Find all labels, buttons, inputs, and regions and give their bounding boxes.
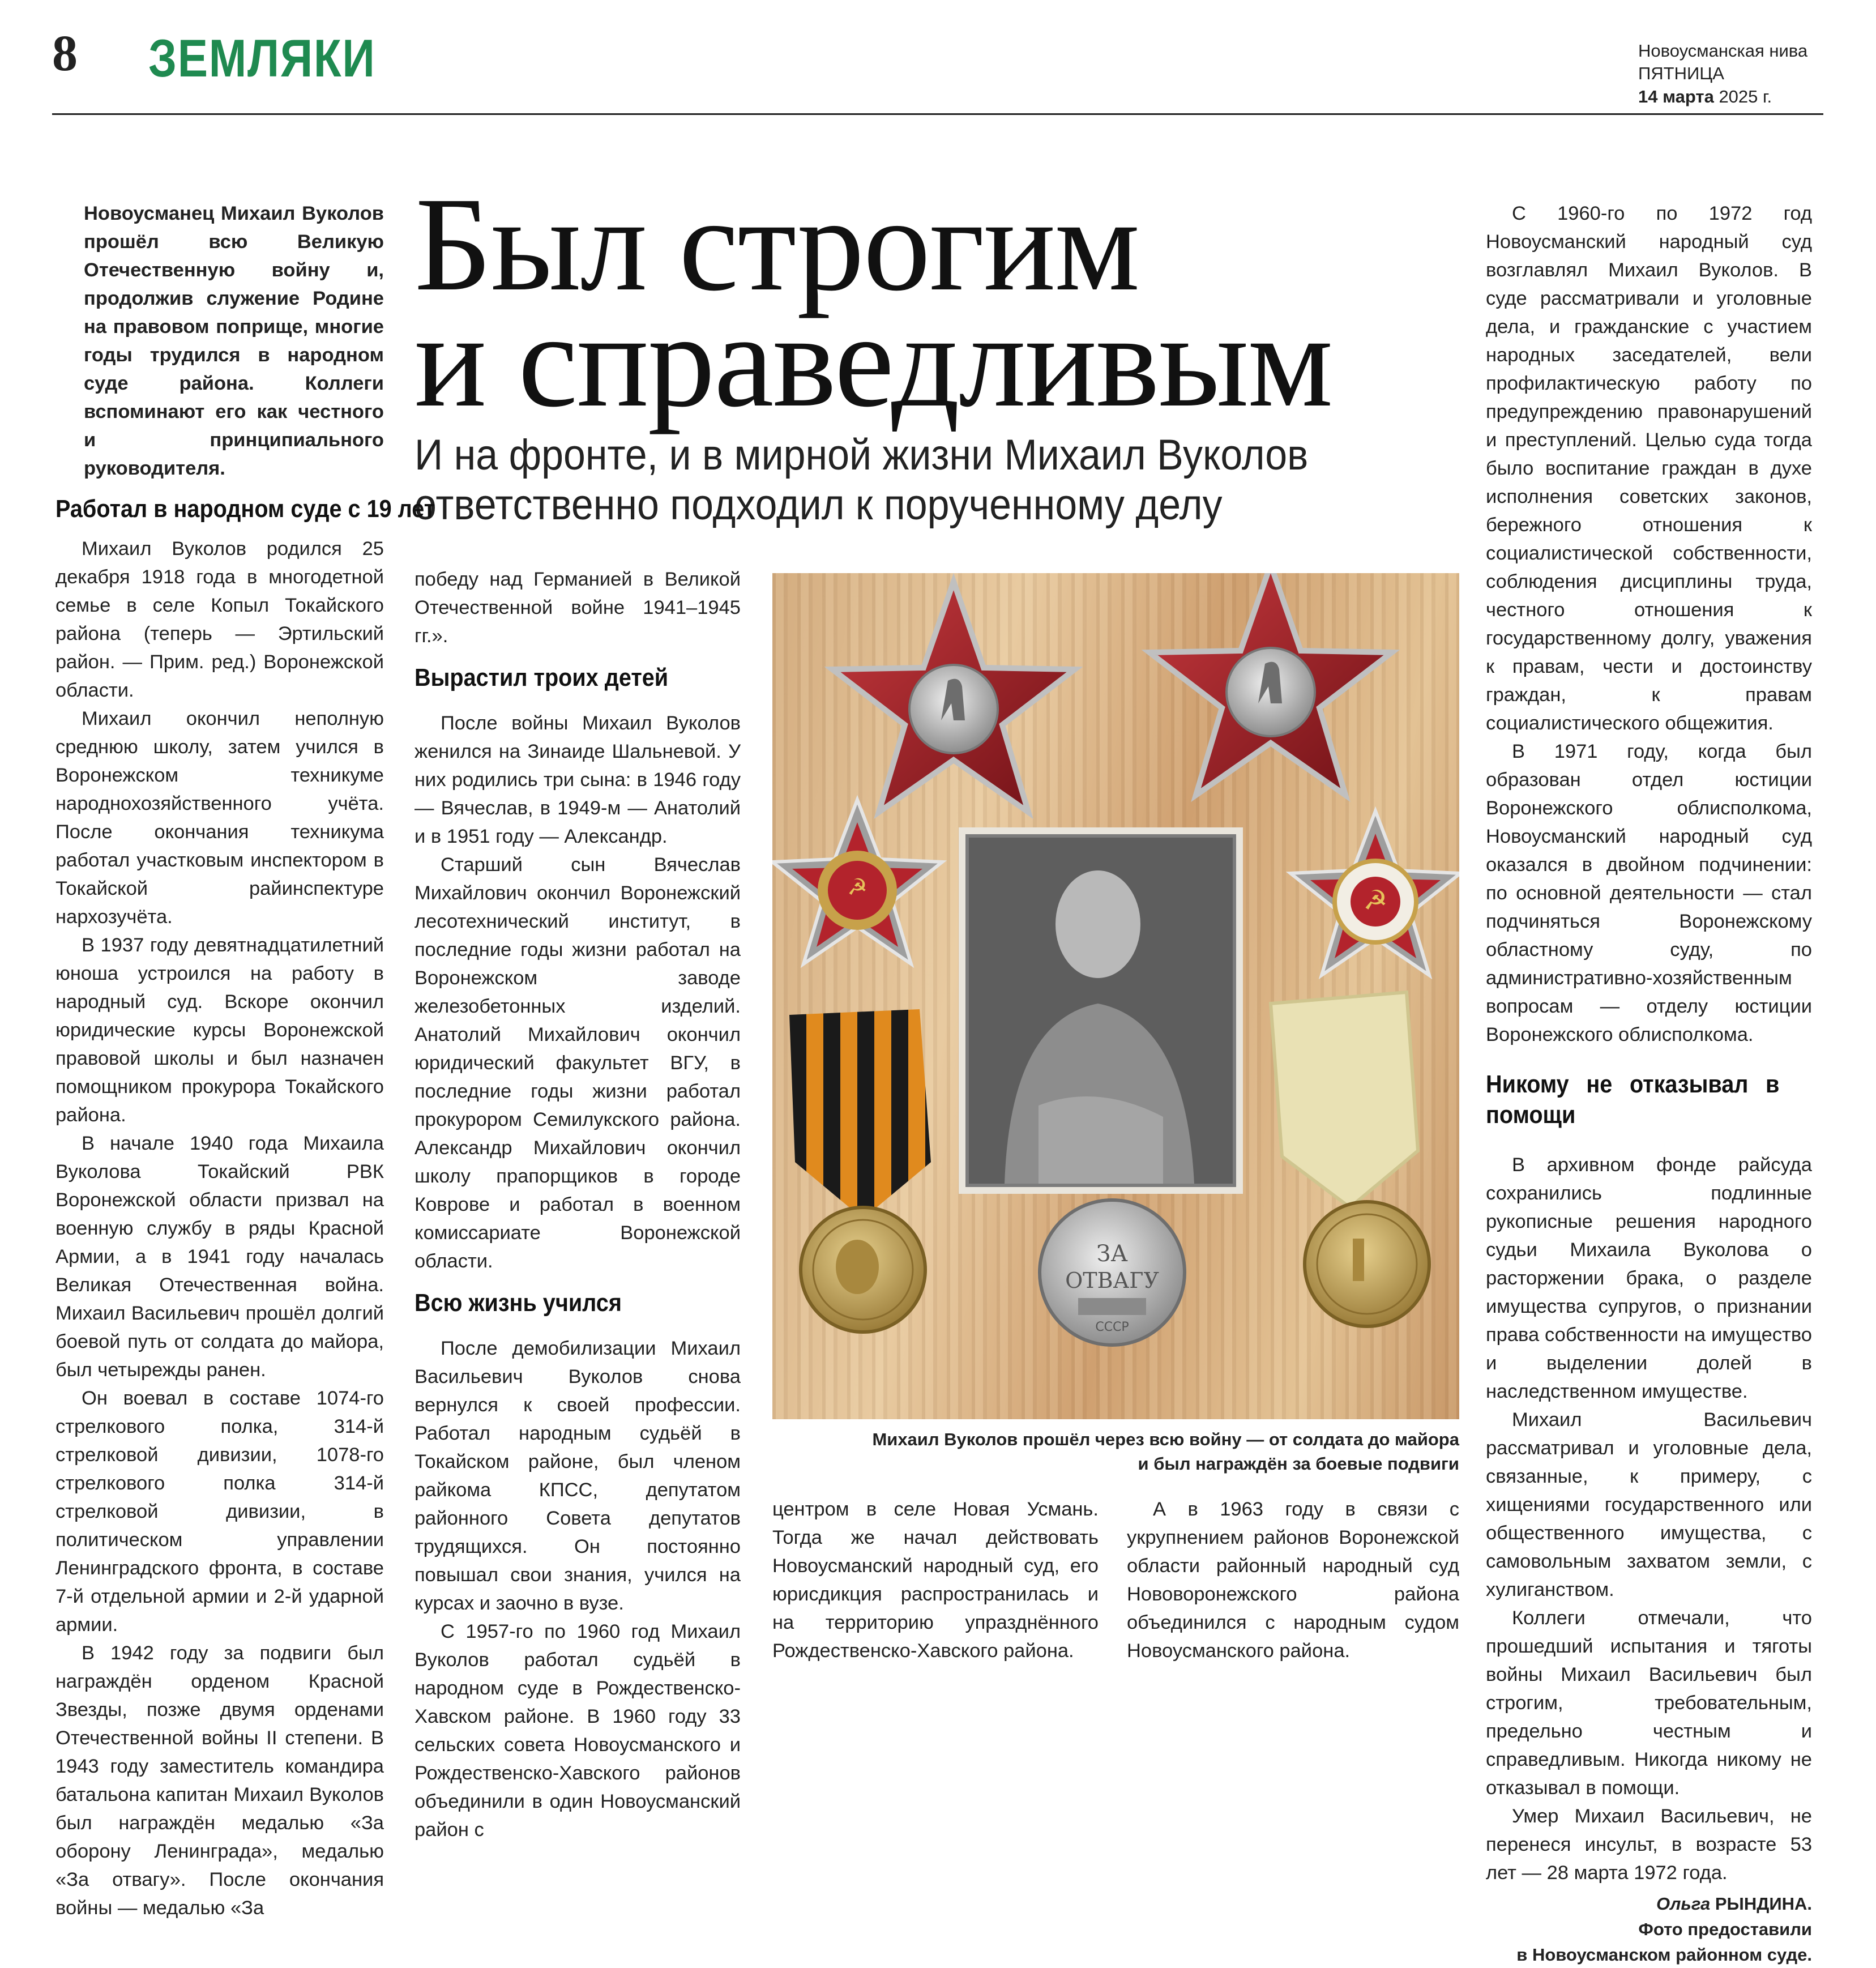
medal-text-otvagu: ОТВАГУ: [1065, 1268, 1159, 1293]
caption-line-1: Михаил Вуколов прошёл через всю войну — от солдата до майора: [872, 1429, 1459, 1449]
col5-paragraph: Михаил Васильевич рассматривал и уголовные дела, связанные, к примеру, с хищениями государственного или общественного имущества, с самовольным захватом земли, с хулиганством.: [1486, 1408, 1812, 1601]
masthead: [1638, 40, 1807, 108]
col1-paragraph: Он воевал в составе 1074-го стрелкового полка, 314-й стрелковой дивизии, 1078-го стрелкового полка 314-й стрелковой дивизии, в политическом управлении Ленинградского фронта, в составе 7-й отдельной армии и 2-й ударной армии.: [55, 1388, 384, 1636]
article-deck: [414, 430, 1308, 530]
medal-text-sssr: СССР: [1095, 1320, 1129, 1334]
column-3: [772, 1495, 1099, 1665]
col2-paragraph: После демобилизации Михаил Васильевич Вуколов снова вернулся к своей профессии. Работал народным судьёй в Токайском районе, был членом райкома КПСС, депутатом районного Совета депутатов трудящихся. Он постоянно повышал свои знания, учился на курсах и заочно в вузе.: [414, 1337, 741, 1614]
patriotic-war-order-1: [772, 800, 942, 964]
issue-date: [1638, 86, 1807, 108]
subhead-never-refused: Никому не отказывал в помощи: [1486, 1070, 1780, 1129]
col5-paragraph: В архивном фонде райсуда сохранились подлинные рукописные решения народного судьи Михаила Вуколова о расторжении брака, о разделе имущества супругов, о признании права собственности на имущество и выделении долей в наследственном имуществе.: [1486, 1154, 1812, 1402]
col2-paragraph: победу над Германией в Великой Отечественной войне 1941–1945 гг.».: [414, 569, 741, 647]
issue-date-year: 2025 г.: [1719, 86, 1772, 106]
col2-paragraph: С 1957-го по 1960 год Михаил Вуколов работал судьёй в народном суде в Рождественско-Хавском районе. В 1960 году 33 сельских совета Новоусманского и Рождественско-Хавского районов объединили в один Новоусманский район с: [414, 1620, 741, 1841]
section-rubric: ЗЕМЛЯКИ: [148, 28, 376, 88]
column-1: [55, 494, 435, 1922]
col4-paragraph: А в 1963 году в связи с укрупнением районов Воронежской области районный народный суд Нововоронежского района объединился с народным судом Новоусманского района.: [1127, 1499, 1459, 1662]
victory-over-germany-medal: [789, 1009, 931, 1332]
col5-paragraph: С 1960-го по 1972 год Новоусманский народный суд возглавлял Михаил Вуколов. В суде рассматривали и уголовные дела, и гражданские с участием народных заседателей, вели профилактическую работу по предупреждению правонарушений и преступлений. Целью суда тогда было воспитание граждан в духе исполнения советских законов, бережного отношения к социалистической собственности, соблюдения дисциплины труда, честного отношения к государственному долгу, уважения к правам, чести и достоинству граждан, к правам социалистического общежития.: [1486, 203, 1812, 735]
column-4: [1127, 1495, 1459, 1665]
photo-credit-2: в Новоусманском районном суде.: [1516, 1945, 1812, 1965]
author-first-name: Ольга: [1656, 1894, 1711, 1914]
col5-paragraph: В 1971 году, когда был образован отдел юстиции Воронежского облисполкома, Новоусманский народный суд оказался в двойном подчинении: по основной деятельности — стал подчиняться Воронежскому областному суду, по административно-хозяйственным вопросам — отделу юстиции Воронежского облисполкома.: [1486, 741, 1812, 1046]
col1-paragraph: В начале 1940 года Михаила Вуколова Токайский РВК Воронежской области призвал на военную службу в ряды Красной Армии, а в 1941 году началась Великая Отечественная война. Михаил Васильевич прошёл долгий боевой путь от солдата до майора, был четырежды ранен.: [55, 1133, 384, 1381]
for-courage-medal: [1040, 1200, 1185, 1345]
author-last-name: РЫНДИНА.: [1715, 1894, 1812, 1914]
medal-text-za: ЗА: [1096, 1241, 1128, 1267]
deck-line-1: И на фронте, и в мирной жизни Михаил Вуколов: [414, 431, 1309, 479]
column-5: [1486, 199, 1812, 1968]
col5-paragraph: Коллеги отмечали, что прошедший испытания и тяготы войны Михаил Васильевич был строгим, требовательным, предельно честным и справедливым. Никогда никому не отказывал в помощи.: [1486, 1607, 1812, 1799]
page-number: 8: [52, 25, 78, 82]
issue-date-day: 14 марта: [1638, 86, 1714, 106]
subhead-lifelong-learning: Всю жизнь учился: [414, 1289, 622, 1317]
subhead-three-children: Вырастил троих детей: [414, 664, 669, 692]
patriotic-war-order-2: [1290, 811, 1459, 975]
photo-credit-1: Фото предоставили: [1638, 1919, 1812, 1940]
weekday: ПЯТНИЦА: [1638, 63, 1724, 84]
col2-paragraph: Старший сын Вячеслав Михайлович окончил Воронежский лесотехнический институт, в последние годы жизни работал на Воронежском заводе железобетонных изделий. Анатолий Михайлович окончил юридический факультет ВГУ, в последние годы жизни работал прокурором Семилукского района. Александр Михайлович окончил школу прапорщиков в городе Коврове и работал в военном комиссариате Воронежской области.: [414, 853, 741, 1273]
col1-paragraph: В 1942 году за подвиги был награждён орденом Красной Звезды, позже двумя орденами Отечественной войны II степени. В 1943 году заместитель командира батальона капитан Михаил Вуколов был награждён медалью «За оборону Ленинграда», медалью «За отвагу». После окончания войны — медалью «За: [55, 1642, 384, 1919]
col1-paragraph: Михаил окончил неполную среднюю школу, затем учился в Воронежском техникуме народнохозяйственного учёта. После окончания техникума работал участковым инспектором в Токайской райинспектуре нархозучёта.: [55, 707, 384, 928]
col2-paragraph: После войны Михаил Вуколов женился на Зинаиде Шальневой. У них родились три сына: в 1946 году — Вячеслав, в 1949-м — Анатолий и в 1951 году — Александр.: [414, 712, 741, 847]
col3-paragraph: центром в селе Новая Усмань. Тогда же начал действовать Новоусманский народный суд, его юрисдикция распространилась и на территорию упразднённого Рождественско-Хавского района.: [772, 1499, 1099, 1662]
col1-paragraph: В 1937 году девятнадцатилетний юноша устроился на работу в народный суд. Вскоре окончил юридические курсы Воронежской правовой школы и был назначен помощником прокурора Токайского района.: [55, 934, 384, 1126]
medals-photo: [772, 573, 1459, 1419]
caption-line-2: и был награждён за боевые подвиги: [1138, 1454, 1459, 1474]
portrait-photograph: [962, 831, 1240, 1190]
header-rule: [52, 113, 1823, 115]
photo-caption: [772, 1427, 1459, 1476]
svg-text:☭: ☭: [1363, 885, 1388, 916]
title-line-2: и справедливым: [414, 285, 1332, 435]
red-star-order-1: [832, 582, 1075, 812]
signature-block: [1486, 1892, 1812, 1968]
column-2: [414, 565, 741, 1844]
article-lead: Новоусманец Михаил Вуколов прошёл всю Великую Отечественную войну и, продолжив служение Родине на правовом поприще, многие годы трудился в народном суде района. Коллеги вспоминают его как честного и принципиального руководителя.: [84, 203, 384, 480]
medals-illustration: [772, 573, 1459, 1419]
article-title: [414, 170, 1332, 435]
red-star-order-2: [1149, 573, 1392, 795]
title-line-1: Был строгим: [414, 170, 1139, 319]
col1-paragraph: Михаил Вуколов родился 25 декабря 1918 года в многодетной семье в селе Копыл Токайского района (теперь — Эртильский район. — Прим. ред.) Воронежской области.: [55, 537, 384, 701]
col5-paragraph: Умер Михаил Васильевич, не перенеся инсульт, в возрасте 53 лет — 28 марта 1972 года.: [1486, 1805, 1812, 1884]
subhead-worked-in-court: Работал в народном суде с 19 лет: [55, 495, 435, 523]
svg-text:☭: ☭: [847, 874, 868, 900]
author: [1486, 1892, 1812, 1917]
deck-line-2: ответственно подходил к порученному делу: [414, 481, 1223, 530]
newspaper-name: Новоусманская нива: [1638, 41, 1808, 61]
leningrad-defense-medal: [1271, 992, 1429, 1326]
